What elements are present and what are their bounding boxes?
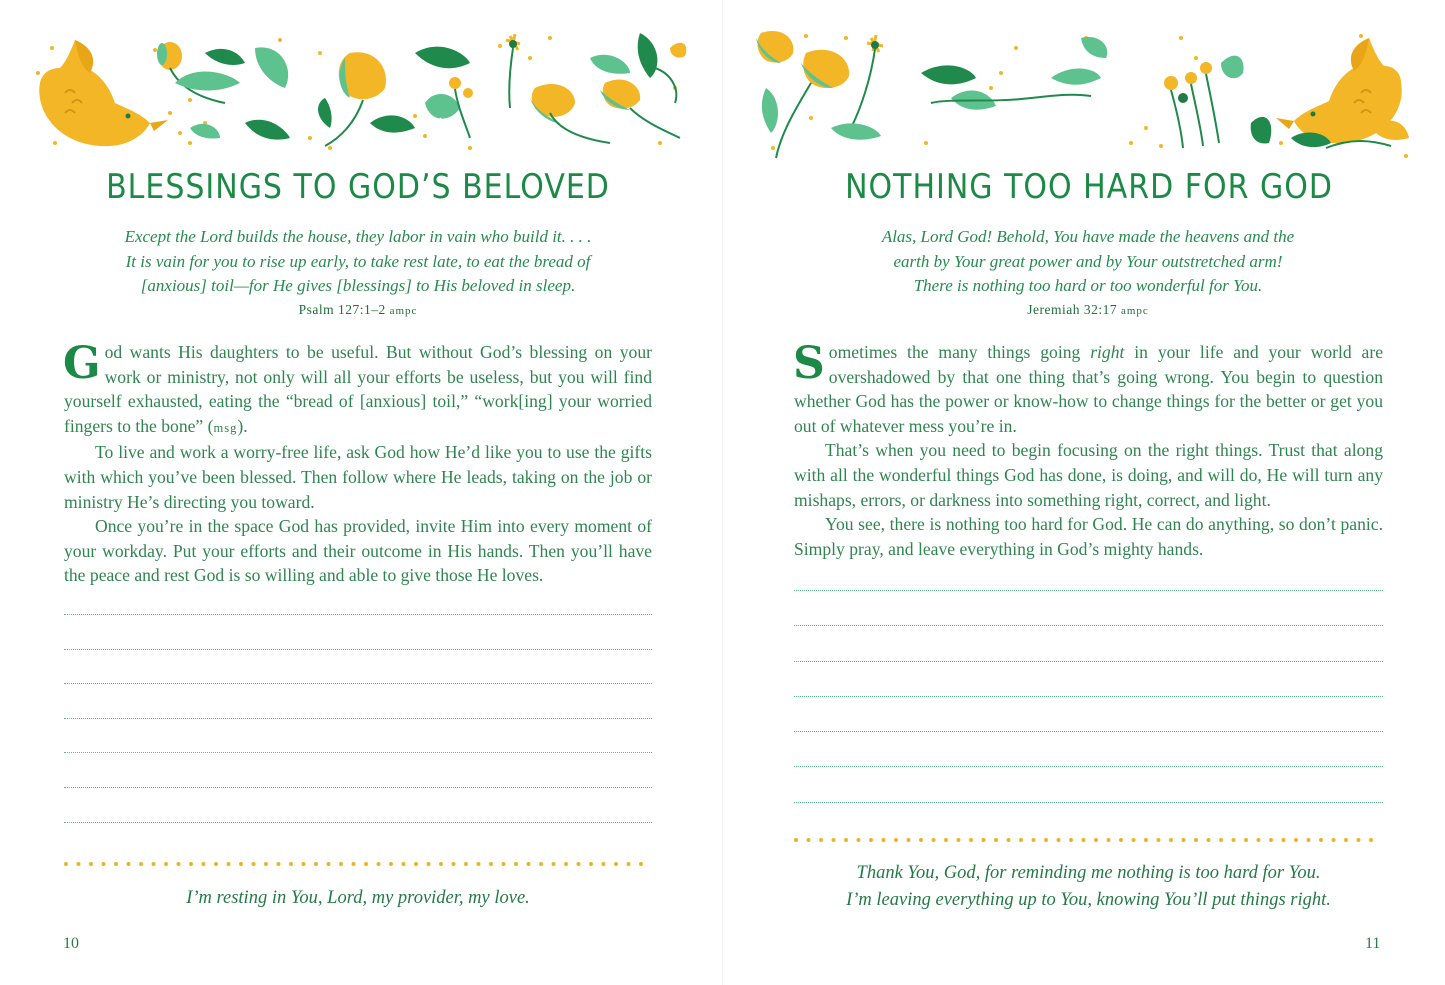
writing-line[interactable] bbox=[64, 718, 652, 719]
paragraph-text: ometimes the many things going bbox=[828, 342, 1091, 362]
writing-line[interactable] bbox=[794, 766, 1383, 767]
paragraph bbox=[794, 340, 1383, 438]
paragraph bbox=[64, 340, 652, 440]
emphasis-text: right bbox=[1090, 342, 1125, 362]
daisy-icon bbox=[831, 35, 883, 140]
scripture-verse bbox=[793, 225, 1383, 299]
reference-version: ampc bbox=[389, 305, 418, 317]
page-title: NOTHING TOO HARD FOR GOD bbox=[845, 168, 1333, 208]
closing-line: Thank You, God, for reminding me nothing is too hard for You. bbox=[856, 863, 1321, 883]
verse-line: It is vain for you to rise up early, to take rest late, to eat the bread of bbox=[125, 251, 591, 271]
scripture-reference bbox=[64, 302, 652, 318]
verse-line: There is nothing too hard or too wonderful for You. bbox=[913, 276, 1263, 296]
drop-cap: S bbox=[793, 338, 825, 389]
flower-icon bbox=[756, 31, 849, 158]
flower-icon bbox=[530, 79, 680, 143]
writing-line[interactable] bbox=[64, 649, 652, 650]
journal-lines[interactable] bbox=[794, 590, 1383, 837]
floral-banner bbox=[30, 28, 690, 163]
leaf-icon bbox=[175, 47, 290, 139]
scripture-reference bbox=[793, 302, 1383, 318]
closing-line: I’m leaving everything up to You, knowing You’ll put things right. bbox=[846, 890, 1331, 910]
devotional-body bbox=[794, 340, 1383, 561]
reference-book: Jeremiah 32:17 bbox=[1027, 302, 1118, 317]
writing-line[interactable] bbox=[64, 683, 652, 684]
paragraph: That’s when you need to begin focusing on the right things. Trust that along with all the wonderful things God has done, is doing, and will do, He will turn any mishaps, errors, or darkness into something right, correct, and light. bbox=[794, 440, 1383, 510]
writing-line[interactable] bbox=[794, 590, 1383, 591]
writing-line[interactable] bbox=[794, 661, 1383, 662]
page-number: 10 bbox=[63, 935, 79, 952]
paragraph-text: od wants His daughters to be useful. But without God’s blessing on your work or ministry, not only will all your efforts be useless, but you will find yourself exhausted, eating the “bread of [anxious] toil,” “work[ing] your worried fingers to the bone” ( bbox=[64, 342, 652, 436]
paragraph-text: in your life and your world are overshadowed by that one thing that’s going wrong. You begin to question whether God has the power or know-how to change things for the better or get you out of whatever mess you’re in. bbox=[794, 342, 1384, 436]
closing-prayer bbox=[794, 860, 1383, 914]
writing-line[interactable] bbox=[794, 696, 1383, 697]
paragraph: Once you’re in the space God has provided, invite Him into every moment of your workday. Put your efforts and their outcome in His hands. Then you’ll have the peace and rest God is so willing and able to give those He loves. bbox=[64, 516, 652, 586]
paragraph: To live and work a worry-free life, ask God how He’d like you to use the gifts with which you’ve been blessed. Then follow where He leads, taking on the job or ministry He’s directing you toward. bbox=[64, 442, 652, 512]
verse-line: Alas, Lord God! Behold, You have made the heavens and the bbox=[881, 227, 1295, 246]
writing-line[interactable] bbox=[64, 787, 652, 788]
writing-line[interactable] bbox=[794, 625, 1383, 626]
verse-line: earth by Your great power and by Your outstretched arm! bbox=[893, 251, 1283, 271]
devotional-body bbox=[64, 340, 652, 588]
floral-banner bbox=[751, 28, 1416, 163]
floral-illustration bbox=[751, 28, 1416, 163]
daisy-icon bbox=[449, 34, 520, 138]
flower-icon bbox=[318, 52, 415, 146]
writing-line[interactable] bbox=[64, 614, 652, 615]
abbreviation: msg bbox=[213, 420, 238, 435]
reference-book: Psalm 127:1–2 bbox=[298, 302, 386, 317]
paragraph: You see, there is nothing too hard for God. He can do anything, so don’t panic. Simply pray, and leave everything in God’s mighty hands. bbox=[794, 514, 1383, 559]
floral-illustration bbox=[30, 28, 690, 163]
verse-line: Except the Lord builds the house, they labor in vain who build it. . . . bbox=[124, 227, 592, 246]
right-page bbox=[723, 0, 1445, 985]
paragraph-text: ). bbox=[237, 415, 248, 436]
verse-line: [anxious] toil—for He gives [blessings] to His beloved in sleep. bbox=[140, 276, 576, 296]
leaf-icon bbox=[415, 47, 470, 133]
writing-line[interactable] bbox=[794, 802, 1383, 803]
dotted-divider bbox=[64, 861, 652, 867]
daisy-icon bbox=[1164, 56, 1244, 148]
journal-lines[interactable] bbox=[64, 614, 652, 856]
scripture-verse bbox=[64, 225, 652, 299]
closing-prayer: I’m resting in You, Lord, my provider, my love. bbox=[186, 888, 530, 908]
drop-cap: G bbox=[63, 338, 101, 389]
writing-line[interactable] bbox=[64, 822, 652, 823]
dotted-divider bbox=[794, 837, 1383, 843]
page-title: BLESSINGS TO GOD’S BELOVED bbox=[106, 168, 610, 208]
writing-line[interactable] bbox=[64, 752, 652, 753]
left-page bbox=[0, 0, 722, 985]
page-number: 11 bbox=[1365, 935, 1381, 952]
bird-icon bbox=[39, 40, 168, 146]
writing-line[interactable] bbox=[794, 731, 1383, 732]
reference-version: ampc bbox=[1120, 305, 1149, 317]
